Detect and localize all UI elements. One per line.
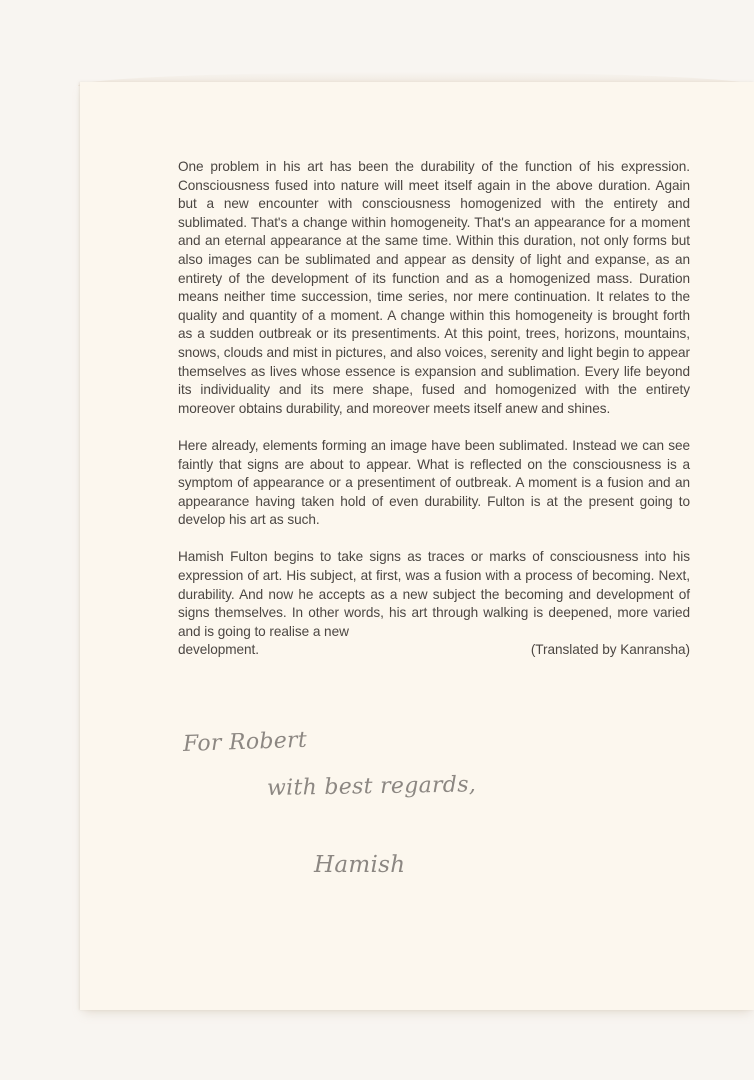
essay-text bbox=[178, 158, 690, 660]
inscription-signature: Hamish bbox=[314, 852, 406, 878]
paragraph-3-body: Hamish Fulton begins to take signs as traces or marks of consciousness into his expression of art. His subject, at first, was a fusion with a process of becoming. Next, durability. And now he accepts as a new subject the becoming and development of signs themselves. In other words, his art through walking is deepened, more varied and is going to realise a new bbox=[178, 549, 690, 639]
translator-credit: (Translated by Kanransha) bbox=[530, 642, 690, 658]
paragraph-3 bbox=[178, 548, 690, 641]
inscription-line-2: with best regards, bbox=[266, 772, 477, 801]
final-word: development. bbox=[178, 642, 260, 658]
document-page bbox=[80, 82, 754, 1010]
inscription-line-1: For Robert bbox=[182, 727, 308, 757]
paragraph-2: Here already, elements forming an image have been sublimated. Instead we can see faintly that signs are about to appear. What is reflected on the consciousness is a symptom of appearance or a presentiment of outbreak. A moment is a fusion and an appearance having taken hold of even durability. Fulton is at the present going to develop his art as such. bbox=[178, 437, 690, 528]
paragraph-1: One problem in his art has been the durability of the function of his expression. Consciousness fused into nature will meet itself again in the above duration. Again but a new encounter with consciousness homogenized with the entirety and sublimated. That's a change within homogeneity. That's an appearance for a moment and an eternal appearance at the same time. Within this duration, not only forms but also images can be sublimated and appear as density of light and expanse, as an entirety of the development of its function and as a homogenized mass. Duration means neither time succession, time series, nor mere continuation. It relates to the quality and quantity of a moment. A change within this homogeneity is brought forth as a sudden outbreak or its presentiments. At this point, trees, horizons, mountains, snows, clouds and mist in pictures, and also voices, serenity and light begin to appear themselves as lives whose essence is expansion and sublimation. Every life beyond its individuality and its mere shape, fused and homogenized with the entirety moreover obtains durability, and moreover meets itself anew and shines. bbox=[178, 159, 690, 416]
closing-line bbox=[178, 641, 690, 660]
